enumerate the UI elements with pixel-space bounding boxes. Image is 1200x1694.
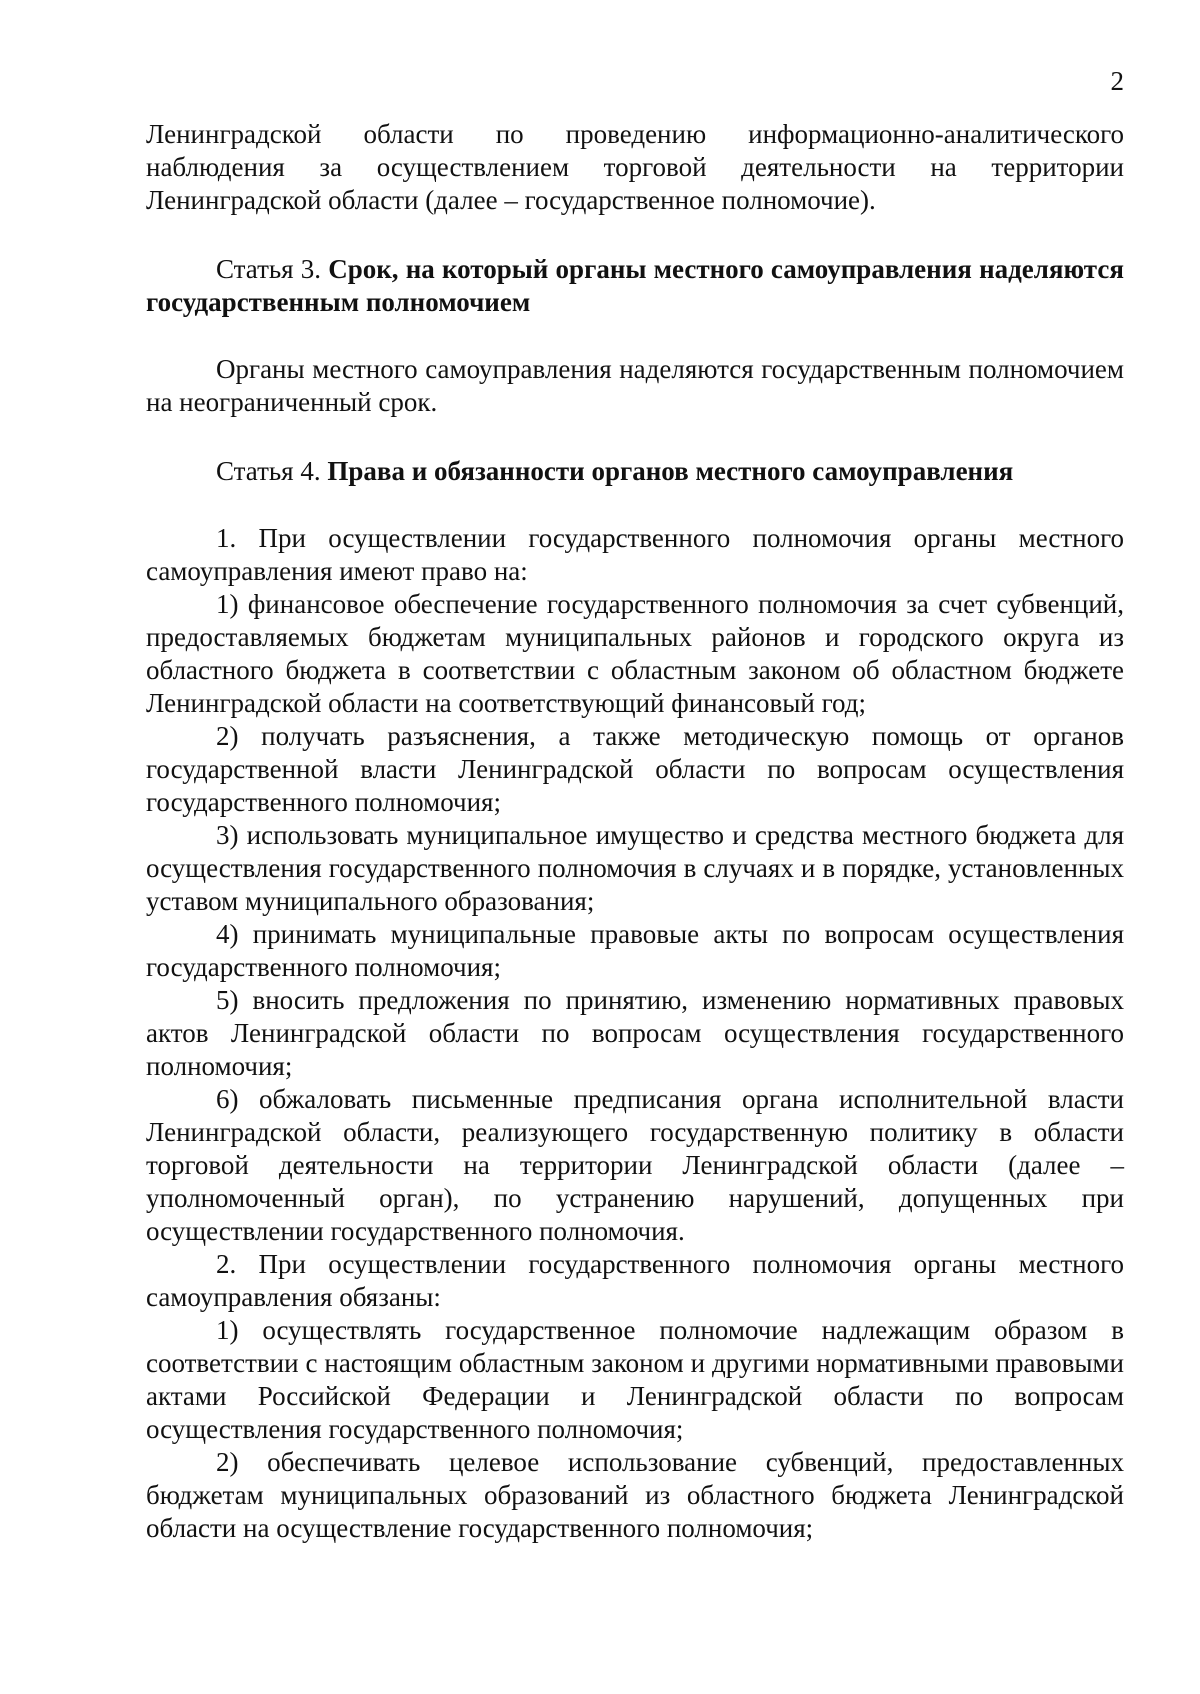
list-item: 1) финансовое обеспечение государственного полномочия за счет субвенций, предоставляемых бюджетам муниципальных районов и городского округа из областного бюджета в соответствии с областным законом об областном бюджете Ленинградской области на соответствующий финансовый год;	[146, 589, 1124, 718]
document-body	[146, 118, 1124, 1545]
intro-paragraph: Ленинградской области по проведению информационно-аналитического наблюдения за осуществлением торговой деятельности на территории Ленинградской области (далее – государственное полномочие).	[146, 119, 1124, 215]
article-4-title: Права и обязанности органов местного самоуправления	[327, 456, 1014, 486]
list-item: 4) принимать муниципальные правовые акты по вопросам осуществления государственного полномочия;	[146, 919, 1124, 982]
article-4-part-1-lead: 1. При осуществлении государственного полномочия органы местного самоуправления имеют право на:	[146, 523, 1124, 586]
article-3-title: Срок, на который органы местного самоуправления наделяются государственным полномочием	[146, 254, 1124, 317]
article-4-part-2-lead: 2. При осуществлении государственного полномочия органы местного самоуправления обязаны:	[146, 1249, 1124, 1312]
article-3-label: Статья 3.	[216, 254, 322, 284]
list-item: 5) вносить предложения по принятию, изменению нормативных правовых актов Ленинградской области по вопросам осуществления государственного полномочия;	[146, 985, 1124, 1081]
article-3-heading	[146, 253, 1124, 319]
article-3-body: Органы местного самоуправления наделяются государственным полномочием на неограниченный срок.	[146, 354, 1124, 417]
article-4-heading	[146, 455, 1124, 488]
article-4-label: Статья 4.	[216, 456, 321, 486]
list-item: 2) обеспечивать целевое использование субвенций, предоставленных бюджетам муниципальных образований из областного бюджета Ленинградской области на осуществление государственного полномочия;	[146, 1447, 1124, 1543]
list-item: 6) обжаловать письменные предписания органа исполнительной власти Ленинградской области, реализующего государственную политику в области торговой деятельности на территории Ленинградской области (далее – уполномоченный орган), по устранению нарушений, допущенных при осуществлении государственного полномочия.	[146, 1084, 1124, 1246]
page-number: 2	[1110, 66, 1124, 96]
list-item: 3) использовать муниципальное имущество и средства местного бюджета для осуществления государственного полномочия в случаях и в порядке, установленных уставом муниципального образования;	[146, 820, 1124, 916]
list-item: 1) осуществлять государственное полномочие надлежащим образом в соответствии с настоящим областным законом и другими нормативными правовыми актами Российской Федерации и Ленинградской области по вопросам осуществления государственного полномочия;	[146, 1315, 1124, 1444]
list-item: 2) получать разъяснения, а также методическую помощь от органов государственной власти Ленинградской области по вопросам осуществления государственного полномочия;	[146, 721, 1124, 817]
